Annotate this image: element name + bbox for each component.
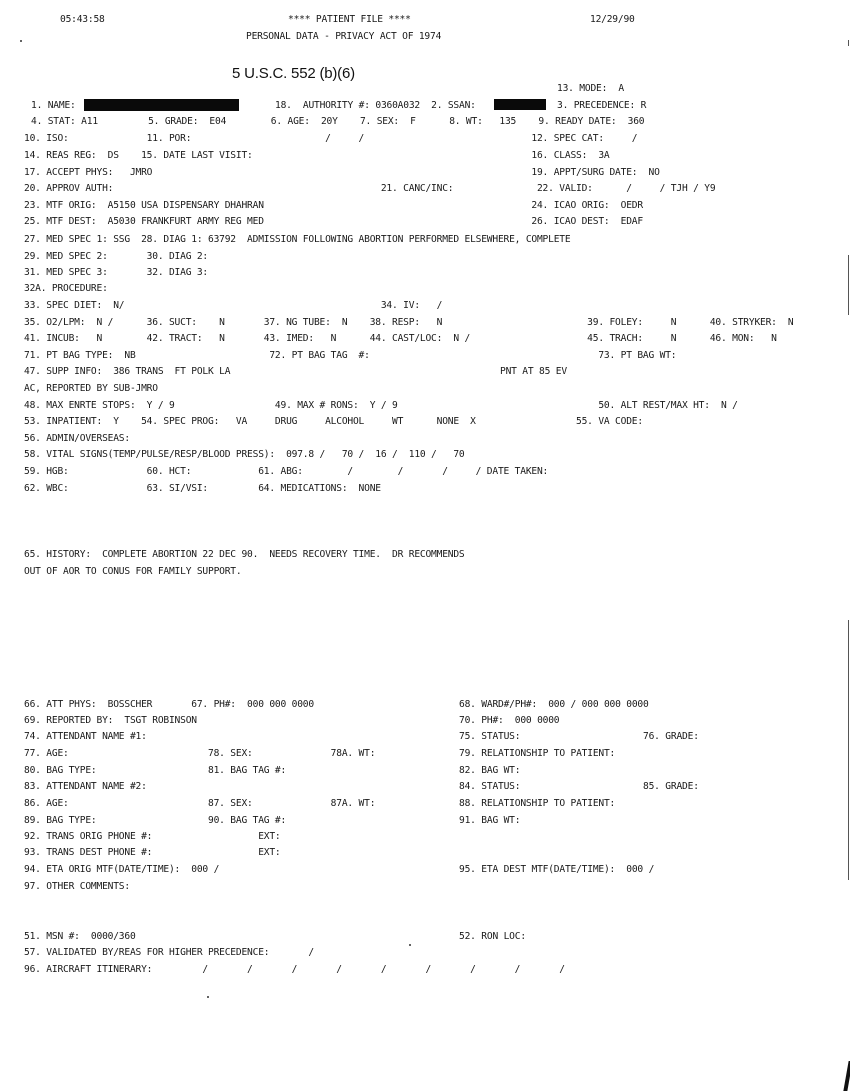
row-msn: 51. MSN #: 0000/360: [24, 931, 136, 942]
row-pt-bag: 71. PT BAG TYPE: NB 72. PT BAG TAG #: 73. PT BAG WT:: [24, 350, 677, 361]
report-date: 12/29/90: [590, 14, 635, 25]
row-attendant-1-age: 77. AGE: 78. SEX: 78A. WT:: [24, 748, 376, 759]
row-med-spec-1: 27. MED SPEC 1: SSG 28. DIAG 1: 63792 ADMISSION FOLLOWING ABORTION PERFORMED ELSEWHERE, COMPLETE: [24, 234, 571, 245]
row-max-enrte-stops: 48. MAX ENRTE STOPS: Y / 9 49. MAX # RONS: Y / 9 50. ALT REST/MAX HT: N /: [24, 400, 738, 411]
scan-speck: [409, 944, 411, 946]
field-82-bag-wt: 82. BAG WT:: [459, 765, 521, 776]
scan-speck: [20, 40, 22, 42]
row-spec-diet: 33. SPEC DIET: N/ 34. IV: /: [24, 300, 443, 311]
row-iso-por: 10. ISO: 11. POR: / / 12. SPEC CAT: /: [24, 133, 638, 144]
field-3-precedence: 3. PRECEDENCE: R: [557, 100, 647, 111]
row-reported-by-sub: AC, REPORTED BY SUB-JMRO: [24, 383, 158, 394]
field-70-ph: 70. PH#: 000 0000: [459, 715, 560, 726]
name-redaction-bar: [84, 99, 239, 111]
scan-edge-mark: [848, 620, 849, 880]
field-1-name-label: 1. NAME:: [31, 100, 76, 111]
row-inpatient: 53. INPATIENT: Y 54. SPEC PROG: VA DRUG ALCOHOL WT NONE X 55. VA CODE:: [24, 416, 643, 427]
row-eta-orig: 94. ETA ORIG MTF(DATE/TIME): 000 /: [24, 864, 220, 875]
field-68-ward-ph: 68. WARD#/PH#: 000 / 000 000 0000: [459, 699, 649, 710]
row-trans-dest-phone: 93. TRANS DEST PHONE #: EXT:: [24, 847, 281, 858]
row-supp-info: 47. SUPP INFO: 386 TRANS FT POLK LA: [24, 366, 231, 377]
row-validated-by: 57. VALIDATED BY/REAS FOR HIGHER PRECEDENCE: /: [24, 947, 314, 958]
row-aircraft-itinerary: 96. AIRCRAFT ITINERARY: / / / / / / / / /: [24, 964, 565, 975]
row-mtf-dest: 25. MTF DEST: A5030 FRANKFURT ARMY REG MED 26. ICAO DEST: EDAF: [24, 216, 643, 227]
row-vital-signs: 58. VITAL SIGNS(TEMP/PULSE/RESP/BLOOD PRESS): 097.8 / 70 / 16 / 110 / 70: [24, 449, 465, 460]
row-attendant-2: 83. ATTENDANT NAME #2:: [24, 781, 147, 792]
row-approv-auth: 20. APPROV AUTH: 21. CANC/INC: 22. VALID: / / TJH / Y9: [24, 183, 716, 194]
row-stat-grade-age: 4. STAT: A11 5. GRADE: E04 6. AGE: 20Y 7. SEX: F 8. WT: 135 9. READY DATE: 360: [31, 116, 645, 127]
row-reported-by: 69. REPORTED BY: TSGT ROBINSON: [24, 715, 197, 726]
field-75-status: 75. STATUS: 76. GRADE:: [459, 731, 699, 742]
field-84-status: 84. STATUS: 85. GRADE:: [459, 781, 699, 792]
foia-exemption-stamp: 5 U.S.C. 552 (b)(6): [232, 65, 355, 82]
row-attendant-2-bag: 89. BAG TYPE: 90. BAG TAG #:: [24, 815, 287, 826]
row-accept-phys: 17. ACCEPT PHYS: JMRO 19. APPT/SURG DATE: NO: [24, 167, 660, 178]
row-procedure: 32A. PROCEDURE:: [24, 283, 108, 294]
scan-edge-mark: [848, 255, 849, 315]
row-trans-orig-phone: 92. TRANS ORIG PHONE #: EXT:: [24, 831, 281, 842]
field-18-authority: 18. AUTHORITY #: 0360A032 2. SSAN:: [275, 100, 476, 111]
row-attendant-1-bag: 80. BAG TYPE: 81. BAG TAG #:: [24, 765, 287, 776]
scan-edge-mark: [848, 40, 849, 46]
field-91-bag-wt: 91. BAG WT:: [459, 815, 521, 826]
document-title: **** PATIENT FILE ****: [288, 14, 411, 25]
row-other-comments: 97. OTHER COMMENTS:: [24, 881, 130, 892]
field-95-eta-dest: 95. ETA DEST MTF(DATE/TIME): 000 /: [459, 864, 655, 875]
row-mtf-orig: 23. MTF ORIG: A5150 USA DISPENSARY DHAHRAN 24. ICAO ORIG: OEDR: [24, 200, 643, 211]
row-reas-reg: 14. REAS REG: DS 15. DATE LAST VISIT: 16. CLASS: 3A: [24, 150, 610, 161]
field-52-ron-loc: 52. RON LOC:: [459, 931, 526, 942]
row-med-spec-2: 29. MED SPEC 2: 30. DIAG 2:: [24, 251, 209, 262]
field-88-relationship: 88. RELATIONSHIP TO PATIENT:: [459, 798, 616, 809]
row-med-spec-3: 31. MED SPEC 3: 32. DIAG 3:: [24, 267, 209, 278]
field-79-relationship: 79. RELATIONSHIP TO PATIENT:: [459, 748, 616, 759]
history-line-1: 65. HISTORY: COMPLETE ABORTION 22 DEC 90. NEEDS RECOVERY TIME. DR RECOMMENDS: [24, 549, 465, 560]
privacy-act-subtitle: PERSONAL DATA - PRIVACY ACT OF 1974: [246, 31, 442, 42]
history-line-2: OUT OF AOR TO CONUS FOR FAMILY SUPPORT.: [24, 566, 242, 577]
row-att-phys: 66. ATT PHYS: BOSSCHER 67. PH#: 000 000 0000: [24, 699, 314, 710]
supp-info-continued: PNT AT 85 EV: [500, 366, 567, 377]
scan-speck: [207, 996, 209, 998]
row-wbc-medications: 62. WBC: 63. SI/VSI: 64. MEDICATIONS: NONE: [24, 483, 381, 494]
row-attendant-1: 74. ATTENDANT NAME #1:: [24, 731, 147, 742]
row-incub-tract: 41. INCUB: N 42. TRACT: N 43. IMED: N 44. CAST/LOC: N / 45. TRACH: N 46. MON: N: [24, 333, 777, 344]
field-13-mode: 13. MODE: A: [557, 83, 624, 94]
row-hgb-hct-abg: 59. HGB: 60. HCT: 61. ABG: / / / / DATE TAKEN:: [24, 466, 549, 477]
scan-corner-mark: [843, 1061, 850, 1091]
row-admin-overseas: 56. ADMIN/OVERSEAS:: [24, 433, 130, 444]
ssan-redaction-bar: [494, 99, 546, 110]
report-time: 05:43:58: [60, 14, 105, 25]
row-o2-suct: 35. O2/LPM: N / 36. SUCT: N 37. NG TUBE: N 38. RESP: N 39. FOLEY: N 40. STRYKER: N: [24, 317, 794, 328]
row-attendant-2-age: 86. AGE: 87. SEX: 87A. WT:: [24, 798, 376, 809]
